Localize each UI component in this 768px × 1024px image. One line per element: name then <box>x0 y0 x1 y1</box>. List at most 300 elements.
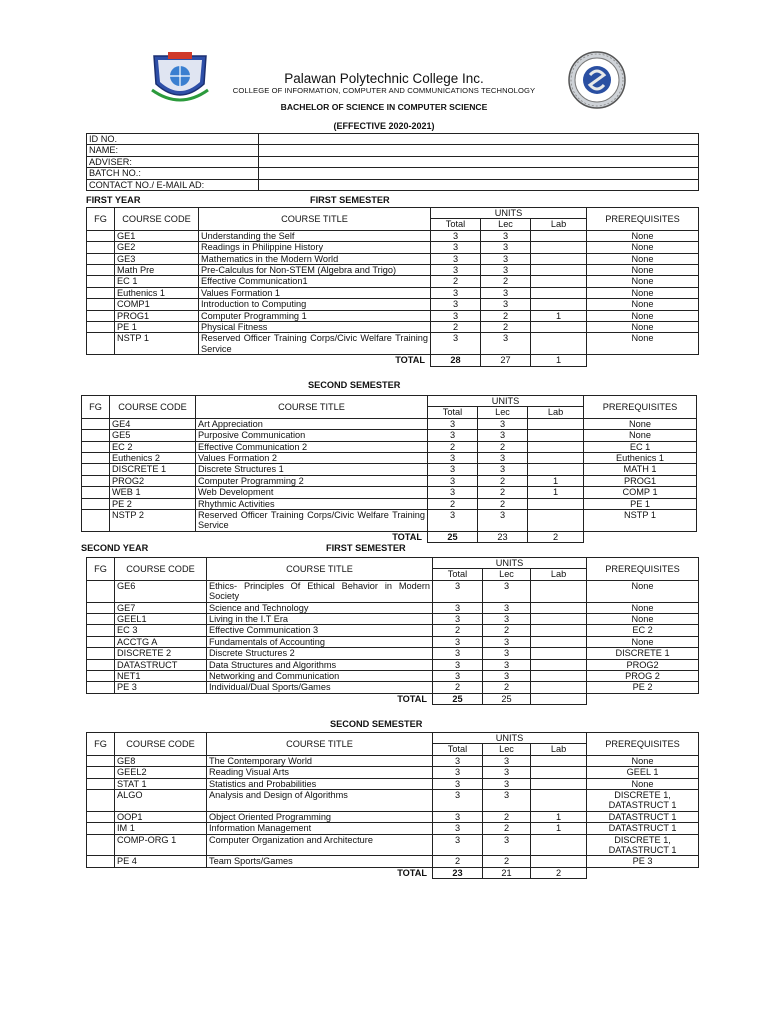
prerequisite: None <box>587 636 699 647</box>
course-title: Science and Technology <box>207 602 433 613</box>
table-row <box>87 778 699 789</box>
prerequisite: MATH 1 <box>584 464 697 475</box>
fg-cell <box>82 441 110 452</box>
prerequisite: PE 3 <box>587 856 699 867</box>
units-total: 3 <box>433 648 483 659</box>
fg-cell <box>87 310 115 321</box>
course-code: Euthenics 1 <box>115 287 199 298</box>
units-lec: 3 <box>483 790 531 812</box>
course-code: GE1 <box>115 230 199 241</box>
total-units: 28 <box>431 355 481 366</box>
fg-cell <box>87 648 115 659</box>
table-row <box>87 823 699 834</box>
units-total: 3 <box>433 834 483 856</box>
total-units: 25 <box>433 693 483 704</box>
course-code: NSTP 1 <box>115 333 199 355</box>
units-header: UNITS <box>433 733 587 744</box>
course-title: Physical Fitness <box>199 322 431 333</box>
course-title: Understanding the Self <box>199 230 431 241</box>
course-code: PE 2 <box>110 498 196 509</box>
units-total: 3 <box>433 614 483 625</box>
course-code: STAT 1 <box>115 778 207 789</box>
fg-cell <box>87 299 115 310</box>
units-lec: 3 <box>483 580 531 602</box>
fg-cell <box>82 498 110 509</box>
course-code: PE 3 <box>115 682 207 693</box>
lec-col-header: Lec <box>478 407 528 418</box>
course-title: Reading Visual Arts <box>207 767 433 778</box>
table-row <box>87 671 699 682</box>
degree-title: BACHELOR OF SCIENCE IN COMPUTER SCIENCE <box>280 102 488 112</box>
course-code: Euthenics 2 <box>110 453 196 464</box>
table-row <box>82 510 697 532</box>
prerequisite: PROG2 <box>587 659 699 670</box>
fg-cell <box>87 778 115 789</box>
table-row <box>87 310 699 321</box>
table-row <box>82 464 697 475</box>
total-col-header: Total <box>433 569 483 580</box>
course-code: GE3 <box>115 253 199 264</box>
course-title: Computer Programming 2 <box>196 475 428 486</box>
course-title: Discrete Structures 2 <box>207 648 433 659</box>
total-row <box>87 693 699 704</box>
units-lab: 1 <box>531 310 587 321</box>
units-lec: 3 <box>483 614 531 625</box>
units-total: 3 <box>433 580 483 602</box>
fg-cell <box>87 636 115 647</box>
course-title: Readings in Philippine History <box>199 242 431 253</box>
course-code: IM 1 <box>115 823 207 834</box>
total-lab: 1 <box>531 355 587 366</box>
total-label: TOTAL <box>397 693 427 704</box>
prerequisite: None <box>587 253 699 264</box>
info-label: ADVISER: <box>87 156 259 167</box>
total-spacer <box>587 355 699 366</box>
course-code: PROG2 <box>110 475 196 486</box>
second-year-label: SECOND YEAR <box>81 543 149 553</box>
second-semester-label: SECOND SEMESTER <box>308 380 401 390</box>
course-code: DATASTRUCT <box>115 659 207 670</box>
units-lab: 1 <box>531 811 587 822</box>
units-lab <box>528 453 584 464</box>
course-code: Math Pre <box>115 265 199 276</box>
course-code: DISCRETE 1 <box>110 464 196 475</box>
course-code: ACCTG A <box>115 636 207 647</box>
table-row <box>87 322 699 333</box>
course-code: DISCRETE 2 <box>115 648 207 659</box>
total-units: 23 <box>433 867 483 878</box>
units-total: 2 <box>433 682 483 693</box>
info-label: ID NO. <box>87 134 259 145</box>
lec-col-header: Lec <box>483 744 531 755</box>
lec-col-header: Lec <box>481 219 531 230</box>
course-code: GE8 <box>115 755 207 766</box>
prerequisite: None <box>584 418 697 429</box>
table-row <box>87 834 699 856</box>
prerequisite: EC 2 <box>587 625 699 636</box>
prerequisite: EC 1 <box>584 441 697 452</box>
prerequisite: None <box>587 276 699 287</box>
units-lec: 3 <box>481 230 531 241</box>
units-lab <box>528 510 584 532</box>
course-title-header: COURSE TITLE <box>196 396 428 419</box>
table-row <box>82 498 697 509</box>
table-row <box>87 811 699 822</box>
total-units: 25 <box>428 531 478 542</box>
prerequisite: DISCRETE 1, DATASTRUCT 1 <box>587 790 699 812</box>
units-lec: 2 <box>478 475 528 486</box>
units-lab <box>531 659 587 670</box>
units-header: UNITS <box>433 558 587 569</box>
units-lec: 3 <box>481 287 531 298</box>
total-col-header: Total <box>433 744 483 755</box>
prerequisite: None <box>587 322 699 333</box>
units-lec: 2 <box>483 811 531 822</box>
course-code-header: COURSE CODE <box>110 396 196 419</box>
course-title-header: COURSE TITLE <box>199 208 431 231</box>
course-title-header: COURSE TITLE <box>207 733 433 756</box>
units-lec: 2 <box>478 487 528 498</box>
units-lab <box>531 333 587 355</box>
course-title: Object Oriented Programming <box>207 811 433 822</box>
units-lab <box>531 625 587 636</box>
course-title: Team Sports/Games <box>207 856 433 867</box>
course-title: Effective Communication 3 <box>207 625 433 636</box>
prerequisite: PROG 2 <box>587 671 699 682</box>
info-row <box>87 156 699 167</box>
units-total: 3 <box>433 778 483 789</box>
first-semester-label: FIRST SEMESTER <box>326 543 406 553</box>
course-title: Computer Programming 1 <box>199 310 431 321</box>
units-total: 2 <box>433 856 483 867</box>
fg-cell <box>87 322 115 333</box>
fg-header: FG <box>87 558 115 581</box>
fg-cell <box>87 333 115 355</box>
total-label: TOTAL <box>395 355 425 366</box>
units-lec: 2 <box>483 625 531 636</box>
units-lab <box>531 834 587 856</box>
course-title: Analysis and Design of Algorithms <box>207 790 433 812</box>
fg-cell <box>87 230 115 241</box>
prerequisite: None <box>587 602 699 613</box>
fg-cell <box>87 671 115 682</box>
course-title: Web Development <box>196 487 428 498</box>
table-row <box>87 253 699 264</box>
course-code: PE 4 <box>115 856 207 867</box>
table-row <box>87 602 699 613</box>
total-col-header: Total <box>428 407 478 418</box>
total-row <box>87 867 699 878</box>
info-value[interactable] <box>259 145 699 156</box>
info-value[interactable] <box>259 179 699 190</box>
course-title: Fundamentals of Accounting <box>207 636 433 647</box>
fg-cell <box>82 510 110 532</box>
units-lec: 3 <box>478 418 528 429</box>
units-total: 3 <box>431 265 481 276</box>
course-title: The Contemporary World <box>207 755 433 766</box>
fg-cell <box>87 790 115 812</box>
units-lab: 1 <box>528 487 584 498</box>
course-code-header: COURSE CODE <box>115 558 207 581</box>
course-code: EC 3 <box>115 625 207 636</box>
total-lec: 23 <box>478 531 528 542</box>
course-code: ALGO <box>115 790 207 812</box>
course-code: PE 1 <box>115 322 199 333</box>
prerequisite: None <box>587 614 699 625</box>
units-lab <box>531 671 587 682</box>
prerequisite: DATASTRUCT 1 <box>587 811 699 822</box>
prerequisite: None <box>587 287 699 298</box>
table-row <box>87 625 699 636</box>
fg-cell <box>87 659 115 670</box>
table-row <box>82 441 697 452</box>
fg-cell <box>87 580 115 602</box>
fg-cell <box>87 682 115 693</box>
units-header: UNITS <box>431 208 587 219</box>
fg-cell <box>87 602 115 613</box>
fg-header: FG <box>82 396 110 419</box>
units-total: 2 <box>428 498 478 509</box>
course-title: Effective Communication1 <box>199 276 431 287</box>
units-header: UNITS <box>428 396 584 407</box>
lab-col-header: Lab <box>528 407 584 418</box>
units-lab <box>531 253 587 264</box>
course-title: Values Formation 1 <box>199 287 431 298</box>
units-lab <box>531 614 587 625</box>
units-lab <box>531 242 587 253</box>
prerequisites-header: PREREQUISITES <box>587 733 699 756</box>
units-lec: 2 <box>481 276 531 287</box>
units-total: 3 <box>431 242 481 253</box>
college-name: Palawan Polytechnic College Inc. <box>284 71 484 86</box>
units-lec: 2 <box>483 682 531 693</box>
info-value[interactable] <box>259 156 699 167</box>
units-lab <box>531 602 587 613</box>
course-title: Purposive Communication <box>196 430 428 441</box>
table-row <box>87 682 699 693</box>
course-title: Art Appreciation <box>196 418 428 429</box>
course-code: GE2 <box>115 242 199 253</box>
units-lab <box>531 755 587 766</box>
fg-cell <box>82 453 110 464</box>
fg-cell <box>87 834 115 856</box>
course-code: OOP1 <box>115 811 207 822</box>
units-lab <box>528 430 584 441</box>
prerequisite: None <box>587 299 699 310</box>
course-code: GE7 <box>115 602 207 613</box>
units-lab <box>531 322 587 333</box>
table-row <box>87 276 699 287</box>
info-value[interactable] <box>259 134 699 145</box>
units-total: 3 <box>428 464 478 475</box>
course-code: WEB 1 <box>110 487 196 498</box>
units-lec: 3 <box>478 510 528 532</box>
units-lab <box>531 767 587 778</box>
table-row <box>87 790 699 812</box>
units-total: 3 <box>433 659 483 670</box>
course-title: Computer Organization and Architecture <box>207 834 433 856</box>
info-label: NAME: <box>87 145 259 156</box>
course-title-header: COURSE TITLE <box>207 558 433 581</box>
units-lec: 2 <box>483 856 531 867</box>
fg-cell <box>82 430 110 441</box>
fg-cell <box>87 265 115 276</box>
table-row <box>82 475 697 486</box>
units-lab <box>531 790 587 812</box>
units-lec: 2 <box>481 310 531 321</box>
course-title: Rhythmic Activities <box>196 498 428 509</box>
units-lec: 2 <box>483 823 531 834</box>
units-total: 3 <box>431 310 481 321</box>
units-lec: 3 <box>481 299 531 310</box>
units-lec: 2 <box>478 498 528 509</box>
fg-cell <box>87 276 115 287</box>
prerequisite: GEEL 1 <box>587 767 699 778</box>
course-code-header: COURSE CODE <box>115 733 207 756</box>
units-total: 2 <box>428 441 478 452</box>
units-lec: 2 <box>481 322 531 333</box>
course-title: Statistics and Probabilities <box>207 778 433 789</box>
table-row <box>87 648 699 659</box>
course-code: EC 2 <box>110 441 196 452</box>
lab-col-header: Lab <box>531 219 587 230</box>
units-total: 2 <box>431 276 481 287</box>
units-total: 3 <box>428 453 478 464</box>
info-row <box>87 179 699 190</box>
units-total: 3 <box>428 475 478 486</box>
units-total: 3 <box>431 299 481 310</box>
fg-cell <box>82 487 110 498</box>
course-title: Reserved Officer Training Corps/Civic Welfare Training Service <box>199 333 431 355</box>
course-code: GE6 <box>115 580 207 602</box>
units-lec: 3 <box>481 333 531 355</box>
y2s2-table <box>86 732 699 879</box>
units-total: 3 <box>431 253 481 264</box>
total-label: TOTAL <box>392 531 422 542</box>
units-lec: 3 <box>483 767 531 778</box>
prerequisite: PROG1 <box>584 475 697 486</box>
units-lab <box>531 648 587 659</box>
total-label: TOTAL <box>397 867 427 878</box>
fg-cell <box>87 811 115 822</box>
fg-header: FG <box>87 208 115 231</box>
table-row <box>87 636 699 647</box>
units-lab <box>528 418 584 429</box>
units-lec: 3 <box>483 671 531 682</box>
table-row <box>82 430 697 441</box>
prerequisite: None <box>587 333 699 355</box>
fg-cell <box>87 755 115 766</box>
units-total: 3 <box>431 287 481 298</box>
course-title: Pre-Calculus for Non-STEM (Algebra and Trigo) <box>199 265 431 276</box>
units-lab <box>528 498 584 509</box>
college-subtitle: COLLEGE OF INFORMATION, COMPUTER AND COMMUNICATIONS TECHNOLOGY <box>232 86 536 95</box>
fg-cell <box>87 823 115 834</box>
course-code: COMP-ORG 1 <box>115 834 207 856</box>
prerequisite: PE 1 <box>584 498 697 509</box>
units-total: 3 <box>428 510 478 532</box>
table-row <box>87 614 699 625</box>
course-code: NSTP 2 <box>110 510 196 532</box>
course-title: Individual/Dual Sports/Games <box>207 682 433 693</box>
course-title: Ethics- Principles Of Ethical Behavior in Modern Society <box>207 580 433 602</box>
table-row <box>87 659 699 670</box>
total-row <box>82 531 697 542</box>
prerequisite: None <box>587 778 699 789</box>
prerequisites-header: PREREQUISITES <box>584 396 697 419</box>
course-title: Living in the I.T Era <box>207 614 433 625</box>
info-label: BATCH NO.: <box>87 168 259 179</box>
course-code: GE4 <box>110 418 196 429</box>
y1s1-table <box>86 207 699 367</box>
prerequisite: DATASTRUCT 1 <box>587 823 699 834</box>
total-lec: 21 <box>483 867 531 878</box>
table-row <box>87 265 699 276</box>
units-lec: 2 <box>478 441 528 452</box>
total-lec: 25 <box>483 693 531 704</box>
total-spacer <box>584 531 697 542</box>
units-total: 3 <box>433 790 483 812</box>
total-lab: 2 <box>531 867 587 878</box>
prerequisite: None <box>587 265 699 276</box>
units-lec: 3 <box>483 648 531 659</box>
course-title: Data Structures and Algorithms <box>207 659 433 670</box>
course-code: PROG1 <box>115 310 199 321</box>
prerequisite: DISCRETE 1, DATASTRUCT 1 <box>587 834 699 856</box>
course-title: Reserved Officer Training Corps/Civic Welfare Training Service <box>196 510 428 532</box>
total-lec: 27 <box>481 355 531 366</box>
second-semester-label: SECOND SEMESTER <box>330 719 423 729</box>
table-row <box>82 453 697 464</box>
course-code-header: COURSE CODE <box>115 208 199 231</box>
units-total: 3 <box>428 418 478 429</box>
units-lec: 3 <box>478 430 528 441</box>
table-row <box>87 242 699 253</box>
course-title: Introduction to Computing <box>199 299 431 310</box>
table-row <box>82 487 697 498</box>
units-total: 3 <box>433 767 483 778</box>
course-title: Mathematics in the Modern World <box>199 253 431 264</box>
total-spacer <box>587 693 699 704</box>
units-lec: 3 <box>483 755 531 766</box>
lec-col-header: Lec <box>483 569 531 580</box>
y1s2-table <box>81 395 697 543</box>
course-title: Effective Communication 2 <box>196 441 428 452</box>
units-total: 3 <box>433 602 483 613</box>
info-value[interactable] <box>259 168 699 179</box>
fg-cell <box>87 287 115 298</box>
course-title: Values Formation 2 <box>196 453 428 464</box>
table-row <box>87 230 699 241</box>
table-row <box>87 333 699 355</box>
units-lab <box>531 287 587 298</box>
total-spacer <box>587 867 699 878</box>
fg-cell <box>82 418 110 429</box>
course-code: COMP1 <box>115 299 199 310</box>
units-lec: 3 <box>483 659 531 670</box>
fg-cell <box>87 242 115 253</box>
info-row <box>87 134 699 145</box>
units-lab <box>531 265 587 276</box>
units-lab <box>531 580 587 602</box>
fg-cell <box>87 767 115 778</box>
units-lec: 3 <box>481 265 531 276</box>
course-title: Discrete Structures 1 <box>196 464 428 475</box>
course-code: GE5 <box>110 430 196 441</box>
units-total: 3 <box>433 671 483 682</box>
fg-cell <box>87 856 115 867</box>
units-lab <box>528 441 584 452</box>
